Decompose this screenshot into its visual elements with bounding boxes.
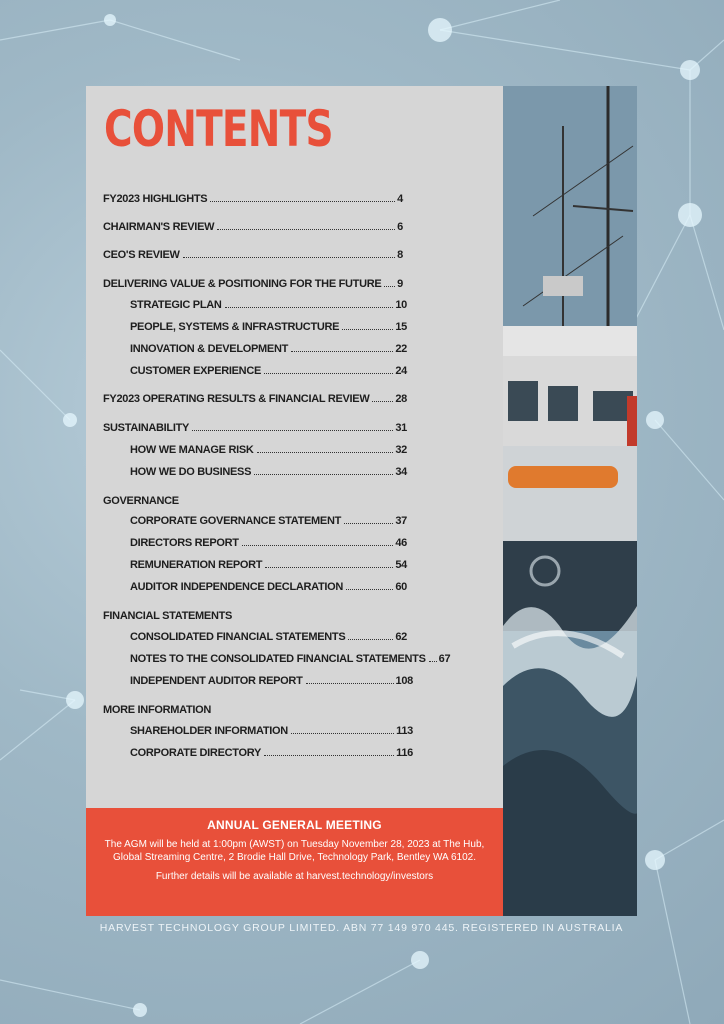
toc-subentry[interactable]: CONSOLIDATED FINANCIAL STATEMENTS 62 <box>130 631 407 643</box>
leader-dots <box>242 545 394 546</box>
leader-dots <box>264 755 394 756</box>
toc-entry[interactable]: CHAIRMAN'S REVIEW 6 <box>103 221 403 233</box>
toc-subentry[interactable]: SHAREHOLDER INFORMATION 113 <box>130 725 413 737</box>
leader-dots <box>384 286 395 287</box>
leader-dots <box>217 229 395 230</box>
toc-subentry[interactable]: PEOPLE, SYSTEMS & INFRASTRUCTURE 15 <box>130 321 407 333</box>
leader-dots <box>210 201 395 202</box>
leader-dots <box>429 661 437 662</box>
toc-section-heading: MORE INFORMATION <box>103 704 212 716</box>
leader-dots <box>344 523 393 524</box>
leader-dots <box>346 589 393 590</box>
toc-subentry[interactable]: NOTES TO THE CONSOLIDATED FINANCIAL STATEMENTS 67 <box>130 653 451 665</box>
toc-entry[interactable]: CEO'S REVIEW 8 <box>103 249 403 261</box>
leader-dots <box>225 307 394 308</box>
leader-dots <box>348 639 393 640</box>
vessel-photo <box>503 86 637 916</box>
agm-investors-link-text[interactable]: Further details will be available at harvest.technology/investors <box>155 871 434 882</box>
company-footer: HARVEST TECHNOLOGY GROUP LIMITED. ABN 77 149 970 445. REGISTERED IN AUSTRALIA <box>99 922 624 934</box>
toc-subentry[interactable]: CORPORATE GOVERNANCE STATEMENT 37 <box>130 515 407 527</box>
leader-dots <box>342 329 393 330</box>
toc-entry[interactable]: SUSTAINABILITY 31 <box>103 422 407 434</box>
toc-subentry[interactable]: HOW WE MANAGE RISK 32 <box>130 444 407 456</box>
leader-dots <box>264 373 393 374</box>
leader-dots <box>257 452 394 453</box>
leader-dots <box>291 733 394 734</box>
toc-subentry[interactable]: INNOVATION & DEVELOPMENT 22 <box>130 343 407 355</box>
toc-entry[interactable]: FY2023 OPERATING RESULTS & FINANCIAL REVIEW 28 <box>103 393 407 405</box>
agm-heading: ANNUAL GENERAL MEETING <box>207 818 382 832</box>
toc-subentry[interactable]: CUSTOMER EXPERIENCE 24 <box>130 365 407 377</box>
toc-entry[interactable]: FY2023 HIGHLIGHTS 4 <box>103 193 403 205</box>
leader-dots <box>306 683 394 684</box>
toc-section-heading: FINANCIAL STATEMENTS <box>103 610 233 622</box>
toc-entry[interactable]: DELIVERING VALUE & POSITIONING FOR THE FUTURE 9 <box>103 278 403 290</box>
toc-subentry[interactable]: DIRECTORS REPORT 46 <box>130 537 407 549</box>
toc-subentry[interactable]: REMUNERATION REPORT 54 <box>130 559 407 571</box>
page-title: CONTENTS <box>104 100 333 158</box>
leader-dots <box>372 401 393 402</box>
toc-subentry[interactable]: AUDITOR INDEPENDENCE DECLARATION 60 <box>130 581 407 593</box>
leader-dots <box>291 351 393 352</box>
leader-dots <box>183 257 396 258</box>
leader-dots <box>254 474 393 475</box>
toc-subentry[interactable]: STRATEGIC PLAN 10 <box>130 299 407 311</box>
toc-subentry[interactable]: HOW WE DO BUSINESS 34 <box>130 466 407 478</box>
agm-notice-box <box>86 808 503 916</box>
leader-dots <box>192 430 393 431</box>
toc-section-heading: GOVERNANCE <box>103 495 179 507</box>
leader-dots <box>265 567 393 568</box>
agm-details: The AGM will be held at 1:00pm (AWST) on Tuesday November 28, 2023 at The Hub, Global Streaming Centre, 2 Brodie Hall Drive, Technology Park, Bentley WA 6102. <box>104 839 485 863</box>
toc-subentry[interactable]: INDEPENDENT AUDITOR REPORT 108 <box>130 675 413 687</box>
toc-subentry[interactable]: CORPORATE DIRECTORY 116 <box>130 747 413 759</box>
